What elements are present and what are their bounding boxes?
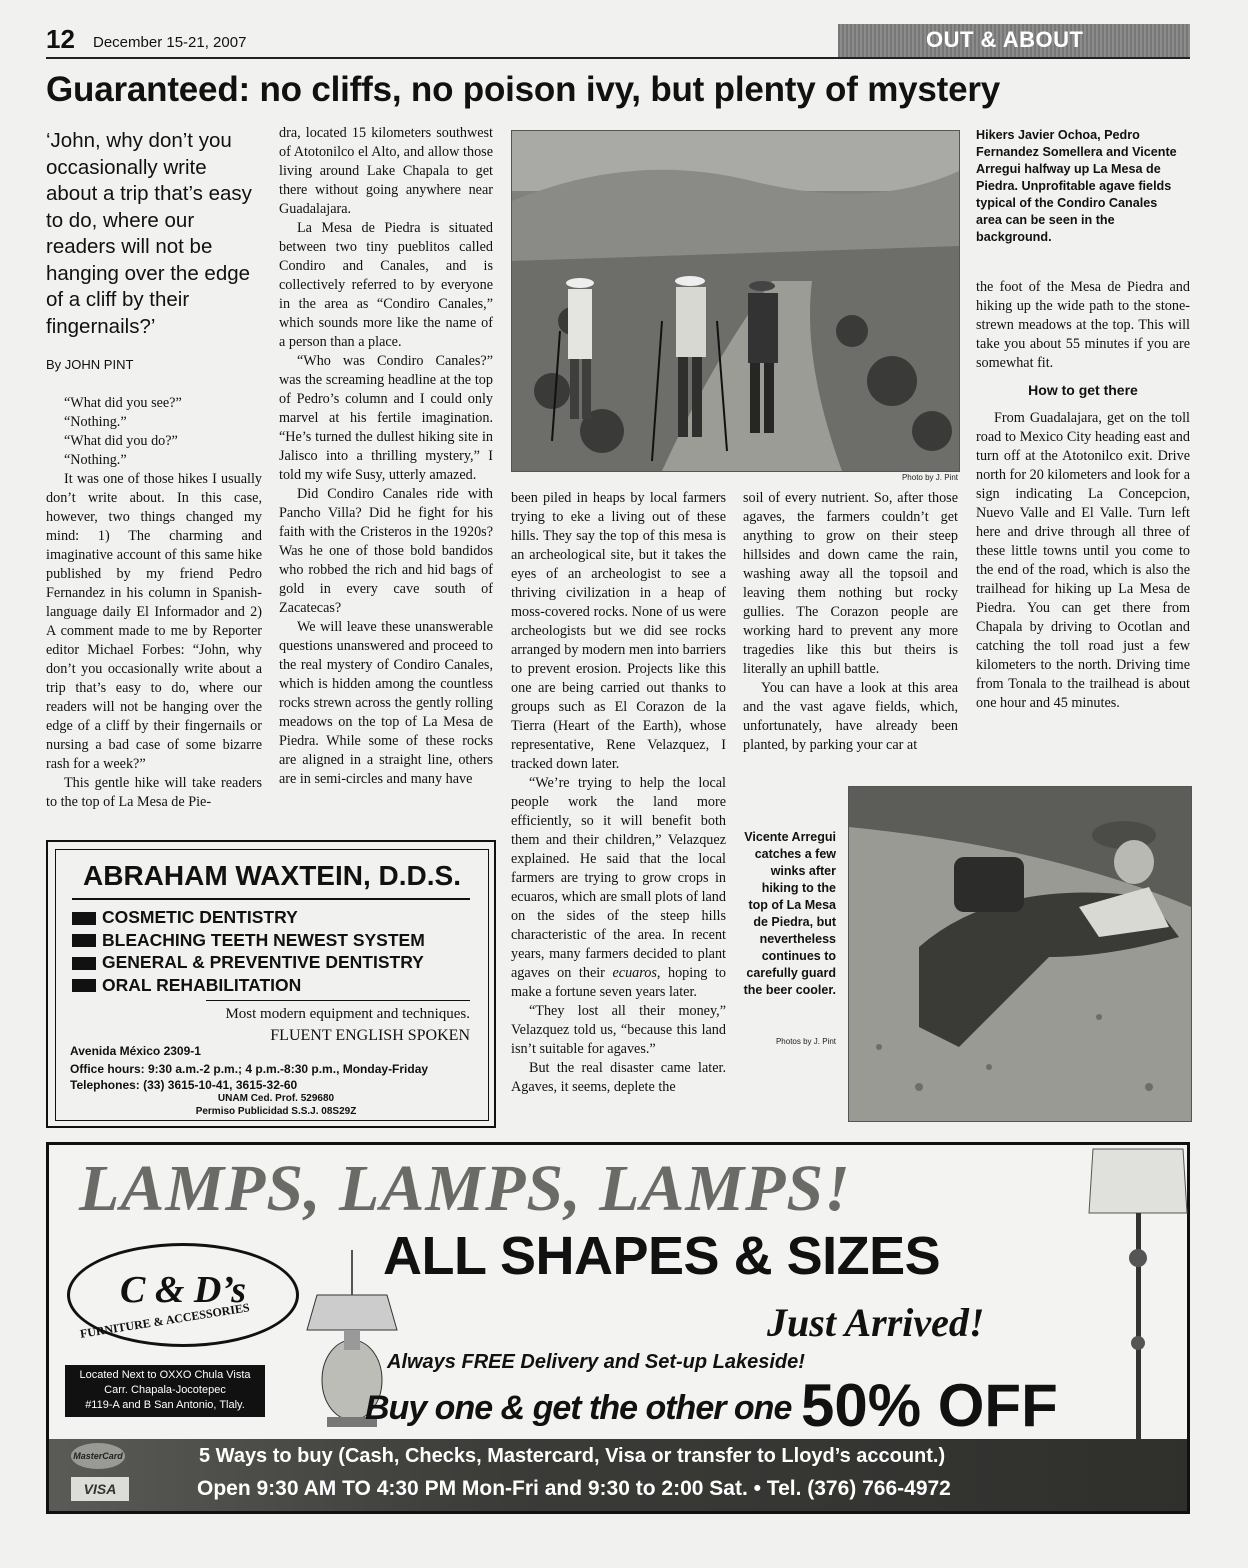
hikers-photo-image [512,131,959,471]
paragraph-text: , hoping to make a fortune seven years later. [511,965,726,1000]
dentist-services [72,906,425,996]
dentist-ad [46,840,496,1128]
paragraph: It was one of those hikes I usually don’t write about. In this case, however, two things changed my mind: 1) The charming and imaginative account of this same hike published by my friend Pedro Fernandez in his column in Spanish-language daily El Informador and 2) A comment made to me by Reporter editor Michael Forbes: “John, why don’t you occasionally write about a trip that’s easy to do, where our readers will not be hanging over the edge of a cliff by their fingernails or nursing a bad case of some bizarre rash for a week?” [46,471,262,772]
lamps-offer-percent: 50% OFF [801,1372,1058,1439]
subhead: How to get there [1028,382,1138,398]
location-line: Located Next to OXXO Chula Vista [79,1369,251,1381]
dentist-rule-2 [206,1000,470,1001]
paragraph: Did Condiro Canales ride with Pancho Villa? Did he fight for his faith with the Cristeros in the 1920s? Was he one of those bold bandidos who robbed the rich and hid bags of gold in every cave south of Zacatecas? [279,486,493,616]
dentist-hours: Office hours: 9:30 a.m.-2 p.m.; 4 p.m.-8:30 p.m., Monday-Friday [70,1062,429,1076]
article-column-1 [46,394,262,812]
hikers-photo [511,130,960,472]
byline: By JOHN PINT [46,357,134,372]
store-logo-tagline: FURNITURE & ACCESSORIES [79,1300,251,1341]
paragraph: This gentle hike will take readers to the top of La Mesa de Pie- [46,775,262,810]
paragraph: the foot of the Mesa de Piedra and hiking up the wide path to the stone-strewn meadows at the top. This will take you about 55 minutes if you are somewhat fit. [976,279,1190,371]
dentist-address: Avenida México 2309-1 [70,1044,201,1058]
bullet-icon [72,979,96,992]
resting-hiker-photo [848,786,1192,1122]
lamps-headline: LAMPS, LAMPS, LAMPS! [79,1152,851,1225]
dentist-ad-inner [55,849,489,1121]
emphasis: ecuaros [612,965,657,981]
dentist-ced: UNAM Ced. Prof. 529680 [217,1093,335,1104]
dentist-rule [72,898,470,900]
resting-photo-caption: Vicente Arregui catches a few winks after hiking to the top of La Mesa de Piedra, but nevertheless continues to carefully guard the beer cooler. [743,830,836,997]
store-location-box [65,1365,265,1417]
paragraph: You can have a look at this area and the vast agave fields, which, unfortunately, have already been planted, by parking your car at [743,680,958,753]
article-column-4 [743,489,958,755]
paragraph-text: “We’re trying to help the local people work the land more efficiently, so it will benefit both them and their children,” Velazquez explained. He said that the local farmers are trying to grow crops in ecuaros, which are small plots of land on the sides of the steep hills characteristic of the area. In recent years, many farmers decided to plant agaves on their [511,775,726,981]
service-item: GENERAL & PREVENTIVE DENTISTRY [72,951,425,974]
lamps-footer [49,1439,1187,1511]
lamps-hours-phone: Open 9:30 AM TO 4:30 PM Mon-Fri and 9:30 to 2:00 Sat. • Tel. (376) 766-4972 [197,1477,951,1500]
article-column-5 [976,278,1190,713]
dialog-line: “Nothing.” [64,452,127,468]
issue-date: December 15-21, 2007 [93,34,247,51]
visa-icon: VISA [71,1477,129,1501]
mastercard-icon: MasterCard [71,1443,125,1469]
service-item: COSMETIC DENTISTRY [72,906,425,929]
bullet-icon [72,912,96,925]
resting-photo-credit: Photos by J. Pint [775,1037,836,1046]
lamps-delivery: Always FREE Delivery and Set-up Lakeside! [387,1351,805,1373]
paragraph: We will leave these unanswerable questions unanswered and proceed to the real mystery of Condiro Canales, which is hidden among the countless rocks strewn across the gently rolling meadows on the top of La Mesa de Piedra. While some of these rocks are aligned in a straight line, others are in semi-circles and many have [279,619,493,787]
lamps-payment-ways: 5 Ways to buy (Cash, Checks, Mastercard, Visa or transfer to Lloyd’s account.) [199,1445,946,1467]
article-column-3 [511,489,726,1097]
paragraph: dra, located 15 kilometers southwest of Atotonilco el Alto, and allow those living around Lake Chapala to get there without going anywhere near Guadalajara. [279,125,493,217]
service-item: BLEACHING TEETH NEWEST SYSTEM [72,929,425,952]
dentist-english: FLUENT ENGLISH SPOKEN [270,1027,470,1044]
store-logo-name: C & D’s [120,1269,246,1311]
dialog-line: “What did you see?” [64,395,182,411]
page-number: 12 [46,24,75,54]
dentist-permiso: Permiso Publicidad S.S.J. 08S29Z [195,1106,357,1117]
pull-quote: ‘John, why don’t you occasionally write about a trip that’s easy to do, where our readers will not be hanging over the edge of a cliff by their fingernails?’ [46,129,252,338]
lamps-offer-text: Buy one & get the other one [365,1389,792,1427]
location-line: #119-A and B San Antonio, Tlaly. [85,1399,245,1411]
section-banner [838,24,1190,58]
hikers-photo-credit: Photo by J. Pint [901,473,958,482]
location-line: Carr. Chapala-Jocotepec [104,1384,226,1396]
dialog-line: “What did you do?” [64,433,178,449]
dentist-name: ABRAHAM WAXTEIN, D.D.S. [83,860,461,891]
dentist-phones: Telephones: (33) 3615-10-41, 3615-32-60 [70,1078,298,1092]
lamps-subheadline: ALL SHAPES & SIZES [383,1226,941,1286]
paragraph: From Guadalajara, get on the toll road to Mexico City heading east and turn off at the Atotonilco exit. Drive north for 20 kilometers and look for a sign indicating La Concepcion, Nuevo Valle and El Valle. Turn left here and drive through all three of these little towns until you come to the end of the road, which is also the trailhead for hiking up La Mesa de Piedra. You can get there from Chapala by driving to Ocotlan and catching the toll road just a few kilometers to the north. Driving time from Tonala to the trailhead is about one hour and 45 minutes. [976,410,1190,711]
bullet-icon [72,934,96,947]
resting-hiker-image [849,787,1191,1121]
paragraph [511,774,726,1002]
paragraph: soil of every nutrient. So, after those agaves, the farmers couldn’t get anything to grow on their steep hillsides and down came the rain, washing away all the topsoil and leaving them nothing but rocky gullies. The Corazon people are working hard to prevent any more tragedies like this but theirs is literally an uphill battle. [743,490,958,677]
headline: Guaranteed: no cliffs, no poison ivy, but plenty of mystery [46,70,1001,109]
hikers-photo-caption: Hikers Javier Ochoa, Pedro Fernandez Somellera and Vicente Arregui halfway up La Mesa de Piedra. Unprofitable agave fields typical of the Condiro Canales area can be seen in the background. [976,128,1177,244]
lamps-ad [46,1142,1190,1514]
paragraph: been piled in heaps by local farmers trying to eke a living out of these hills. They say the top of this mesa is an archeological site, but it takes the eyes of an archeologist to see a thriving civilization in a heap of moss-covered rocks. None of us were archeologists but we did see rocks arranged by modern men into barriers to prevent erosion. Projects like this one are being carried out thanks to groups such as El Corazon de la Tierra (Heart of the Earth), whose representative, Rene Velazquez, I tracked down later. [511,490,726,772]
article-column-2 [279,124,493,789]
service-item: ORAL REHABILITATION [72,974,425,997]
paragraph: “Who was Condiro Canales?” was the screaming headline at the top of Pedro’s column and I could only marvel at his fertile imagination. “He’s turned the dullest hiking site in Jalisco into a thrilling mystery,” I told my wife Susy, utterly amazed. [279,353,493,483]
paragraph: But the real disaster came later. Agaves, it seems, deplete the [511,1060,726,1095]
paragraph: “They lost all their money,” Velazquez told us, “because this land isn’t suitable for agaves.” [511,1003,726,1057]
header-rule [46,57,1190,59]
bullet-icon [72,957,96,970]
section-label: OUT & ABOUT [926,27,1084,52]
dentist-tagline: Most modern equipment and techniques. [225,1006,470,1022]
lamps-arrived: Just Arrived! [767,1300,985,1345]
dialog-line: “Nothing.” [64,414,127,430]
paragraph: La Mesa de Piedra is situated between two tiny pueblitos called Condiro and Canales, and is collectively referred to by everyone in the area as “Condiro Canales,” which sounds more like the name of a person than a place. [279,220,493,350]
